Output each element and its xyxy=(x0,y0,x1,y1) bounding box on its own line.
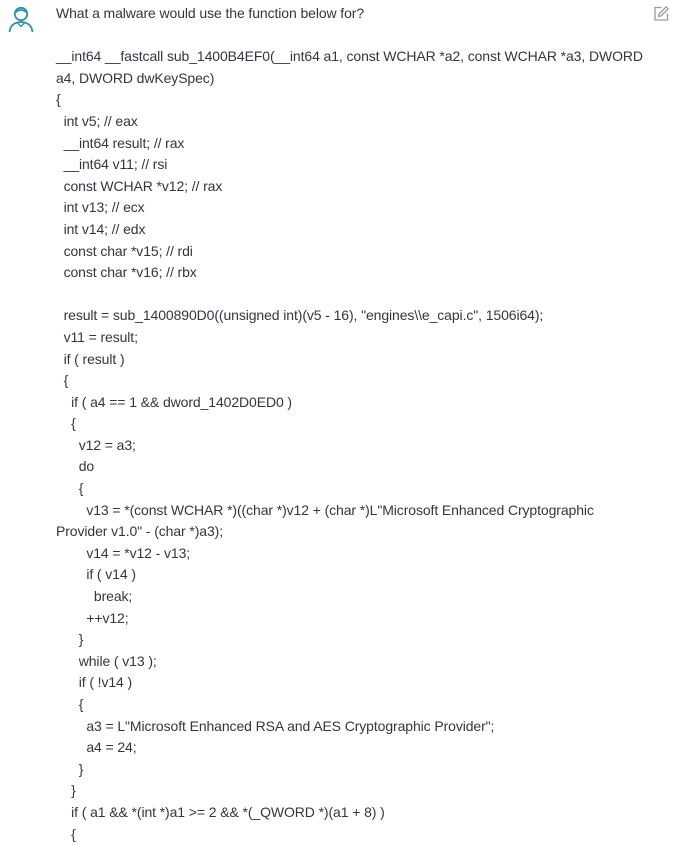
code-line: v11 = result; xyxy=(56,328,138,345)
code-line: a3 = L"Microsoft Enhanced RSA and AES Cryptographic Provider"; xyxy=(56,717,495,734)
code-block xyxy=(56,46,641,845)
code-line: if ( result ) xyxy=(56,350,125,367)
user-avatar-icon xyxy=(6,4,36,34)
code-line: a4, DWORD dwKeySpec) xyxy=(56,69,215,86)
code-line: { xyxy=(56,372,69,389)
code-line: __int64 __fastcall sub_1400B4EF0(__int64 a1, const WCHAR *a2, const WCHAR *a3, DWORD xyxy=(56,48,643,65)
code-line: int v5; // eax xyxy=(56,112,138,129)
code-line: a4 = 24; xyxy=(56,739,137,756)
code-line xyxy=(56,284,641,306)
code-line: v12 = a3; xyxy=(56,436,136,453)
code-line: __int64 result; // rax xyxy=(56,134,185,151)
code-line: if ( !v14 ) xyxy=(56,674,133,691)
code-line: ++v12; xyxy=(56,609,129,626)
message-content xyxy=(56,3,641,845)
code-line: { xyxy=(56,91,61,108)
code-line: } xyxy=(56,760,84,777)
edit-message-button[interactable] xyxy=(652,5,670,23)
code-line: { xyxy=(56,825,76,842)
code-line: int v14; // edx xyxy=(56,220,146,237)
code-line: if ( a4 == 1 && dword_1402D0ED0 ) xyxy=(56,393,292,410)
code-line: const char *v15; // rdi xyxy=(56,242,193,259)
code-line: if ( a1 && *(int *)a1 >= 2 && *(_QWORD *)(a1 + 8) ) xyxy=(56,803,385,820)
paragraph-spacer xyxy=(56,25,641,47)
code-line: { xyxy=(56,480,84,497)
code-line: if ( v14 ) xyxy=(56,566,136,583)
code-line: { xyxy=(56,696,84,712)
code-line: do xyxy=(56,458,95,475)
code-line: { xyxy=(56,415,76,432)
code-line: __int64 v11; // rsi xyxy=(56,156,168,173)
code-line: } xyxy=(56,782,76,799)
code-line: v13 = *(const WCHAR *)((char *)v12 + (char *)L"Microsoft Enhanced Cryptographic xyxy=(56,501,594,518)
code-line: result = sub_1400890D0((unsigned int)(v5 - 16), "engines\\e_capi.c", 1506i64); xyxy=(56,307,544,324)
code-line: const WCHAR *v12; // rax xyxy=(56,177,223,194)
code-line: while ( v13 ); xyxy=(56,652,157,669)
code-line: break; xyxy=(56,588,133,605)
code-line: const char *v16; // rbx xyxy=(56,264,197,281)
code-line: } xyxy=(56,631,84,648)
code-line: Provider v1.0" - (char *)a3); xyxy=(56,523,224,540)
edit-pencil-icon xyxy=(652,10,670,27)
question-text: What a malware would use the function below for? xyxy=(56,5,365,21)
code-line: v14 = *v12 - v13; xyxy=(56,544,191,561)
code-line: int v13; // ecx xyxy=(56,199,145,216)
